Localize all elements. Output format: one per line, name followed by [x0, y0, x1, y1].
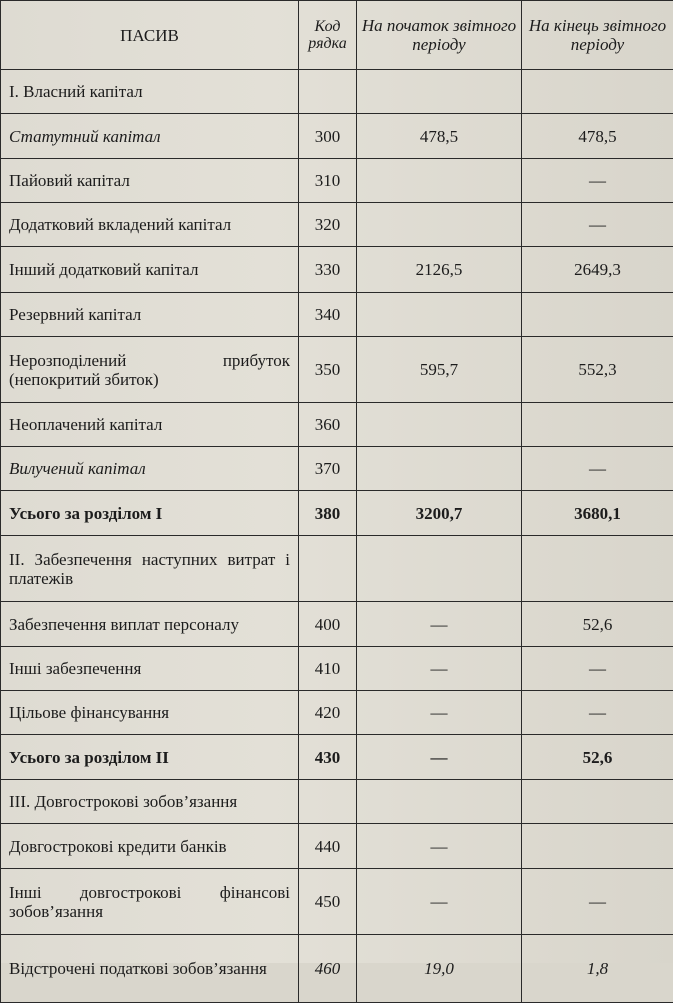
row-code: 430 [299, 735, 357, 780]
row-start-value [357, 293, 522, 337]
header-liabilities: ПАСИВ [1, 1, 299, 70]
row-end-value [522, 293, 673, 337]
row-end-value [522, 824, 673, 869]
row-end-value: 2649,3 [522, 247, 673, 293]
row-start-value: 595,7 [357, 337, 522, 403]
row-start-value: 478,5 [357, 114, 522, 159]
row-end-value: 3680,1 [522, 491, 673, 536]
table-row [1, 114, 673, 159]
row-code: 460 [299, 935, 357, 1003]
row-code: 370 [299, 447, 357, 491]
row-end-value: 52,6 [522, 735, 673, 780]
row-start-value [357, 203, 522, 247]
row-code: 340 [299, 293, 357, 337]
row-start-value [357, 536, 522, 602]
row-start-value [357, 780, 522, 824]
row-name: Статутний капітал [1, 114, 299, 159]
row-end-value: — [522, 447, 673, 491]
row-end-value: 52,6 [522, 602, 673, 647]
row-name: Додатковий вкладений капітал [1, 203, 299, 247]
row-code [299, 536, 357, 602]
row-end-value: — [522, 691, 673, 735]
row-end-value: — [522, 159, 673, 203]
row-code: 350 [299, 337, 357, 403]
table-row [1, 159, 673, 203]
row-name: Забезпечення виплат персоналу [1, 602, 299, 647]
row-end-value: — [522, 203, 673, 247]
row-end-value: — [522, 647, 673, 691]
row-start-value: 19,0 [357, 935, 522, 1003]
table-row [1, 247, 673, 293]
row-start-value: 3200,7 [357, 491, 522, 536]
row-code: 450 [299, 869, 357, 935]
table-row [1, 780, 673, 824]
table-row [1, 602, 673, 647]
table-row [1, 403, 673, 447]
table-body [1, 70, 673, 1003]
row-code: 360 [299, 403, 357, 447]
row-start-value: — [357, 691, 522, 735]
row-code [299, 70, 357, 114]
row-name: Неоплачений капітал [1, 403, 299, 447]
row-start-value [357, 403, 522, 447]
row-end-value: 552,3 [522, 337, 673, 403]
table-row [1, 536, 673, 602]
table-row [1, 647, 673, 691]
row-end-value [522, 780, 673, 824]
table-row [1, 735, 673, 780]
row-name: Усього за розділом I [1, 491, 299, 536]
row-name: Інші довгострокові фінансові зобов’язання [1, 869, 299, 935]
header-period-start: На початок звітного періоду [357, 1, 522, 70]
row-start-value: — [357, 735, 522, 780]
row-code [299, 780, 357, 824]
row-code: 380 [299, 491, 357, 536]
header-line-code: Код рядка [299, 1, 357, 70]
row-start-value: — [357, 869, 522, 935]
table-header-row [1, 1, 673, 70]
row-start-value: 2126,5 [357, 247, 522, 293]
row-end-value: — [522, 869, 673, 935]
row-code: 320 [299, 203, 357, 247]
row-start-value [357, 447, 522, 491]
table-row [1, 447, 673, 491]
row-code: 410 [299, 647, 357, 691]
row-start-value: — [357, 647, 522, 691]
row-code: 420 [299, 691, 357, 735]
row-code: 300 [299, 114, 357, 159]
table-row [1, 337, 673, 403]
row-name: І. Власний капітал [1, 70, 299, 114]
row-name: Відстрочені податкові зобов’язання [1, 935, 299, 1003]
row-name: Резервний капітал [1, 293, 299, 337]
row-name: Інші забезпечення [1, 647, 299, 691]
row-name: Нерозподілений прибуток (непокритий збиток) [1, 337, 299, 403]
row-code: 310 [299, 159, 357, 203]
table-row [1, 935, 673, 1003]
table-row [1, 491, 673, 536]
table-row [1, 824, 673, 869]
row-name: III. Довгострокові зобов’язання [1, 780, 299, 824]
row-end-value: 478,5 [522, 114, 673, 159]
row-start-value [357, 70, 522, 114]
table-row [1, 203, 673, 247]
row-end-value [522, 536, 673, 602]
row-end-value [522, 70, 673, 114]
row-code: 330 [299, 247, 357, 293]
row-name: Пайовий капітал [1, 159, 299, 203]
table-row [1, 293, 673, 337]
row-name: II. Забезпечення наступних витрат і платежів [1, 536, 299, 602]
row-start-value [357, 159, 522, 203]
row-name: Інший додатковий капітал [1, 247, 299, 293]
row-end-value [522, 403, 673, 447]
row-name: Цільове фінансування [1, 691, 299, 735]
row-start-value: — [357, 824, 522, 869]
row-start-value: — [357, 602, 522, 647]
row-name: Довгострокові кредити банків [1, 824, 299, 869]
row-code: 400 [299, 602, 357, 647]
header-period-end: На кінець звітного періоду [522, 1, 673, 70]
row-name: Усього за розділом II [1, 735, 299, 780]
table-row [1, 869, 673, 935]
row-end-value: 1,8 [522, 935, 673, 1003]
table-row [1, 691, 673, 735]
table-row [1, 70, 673, 114]
row-name: Вилучений капітал [1, 447, 299, 491]
row-code: 440 [299, 824, 357, 869]
